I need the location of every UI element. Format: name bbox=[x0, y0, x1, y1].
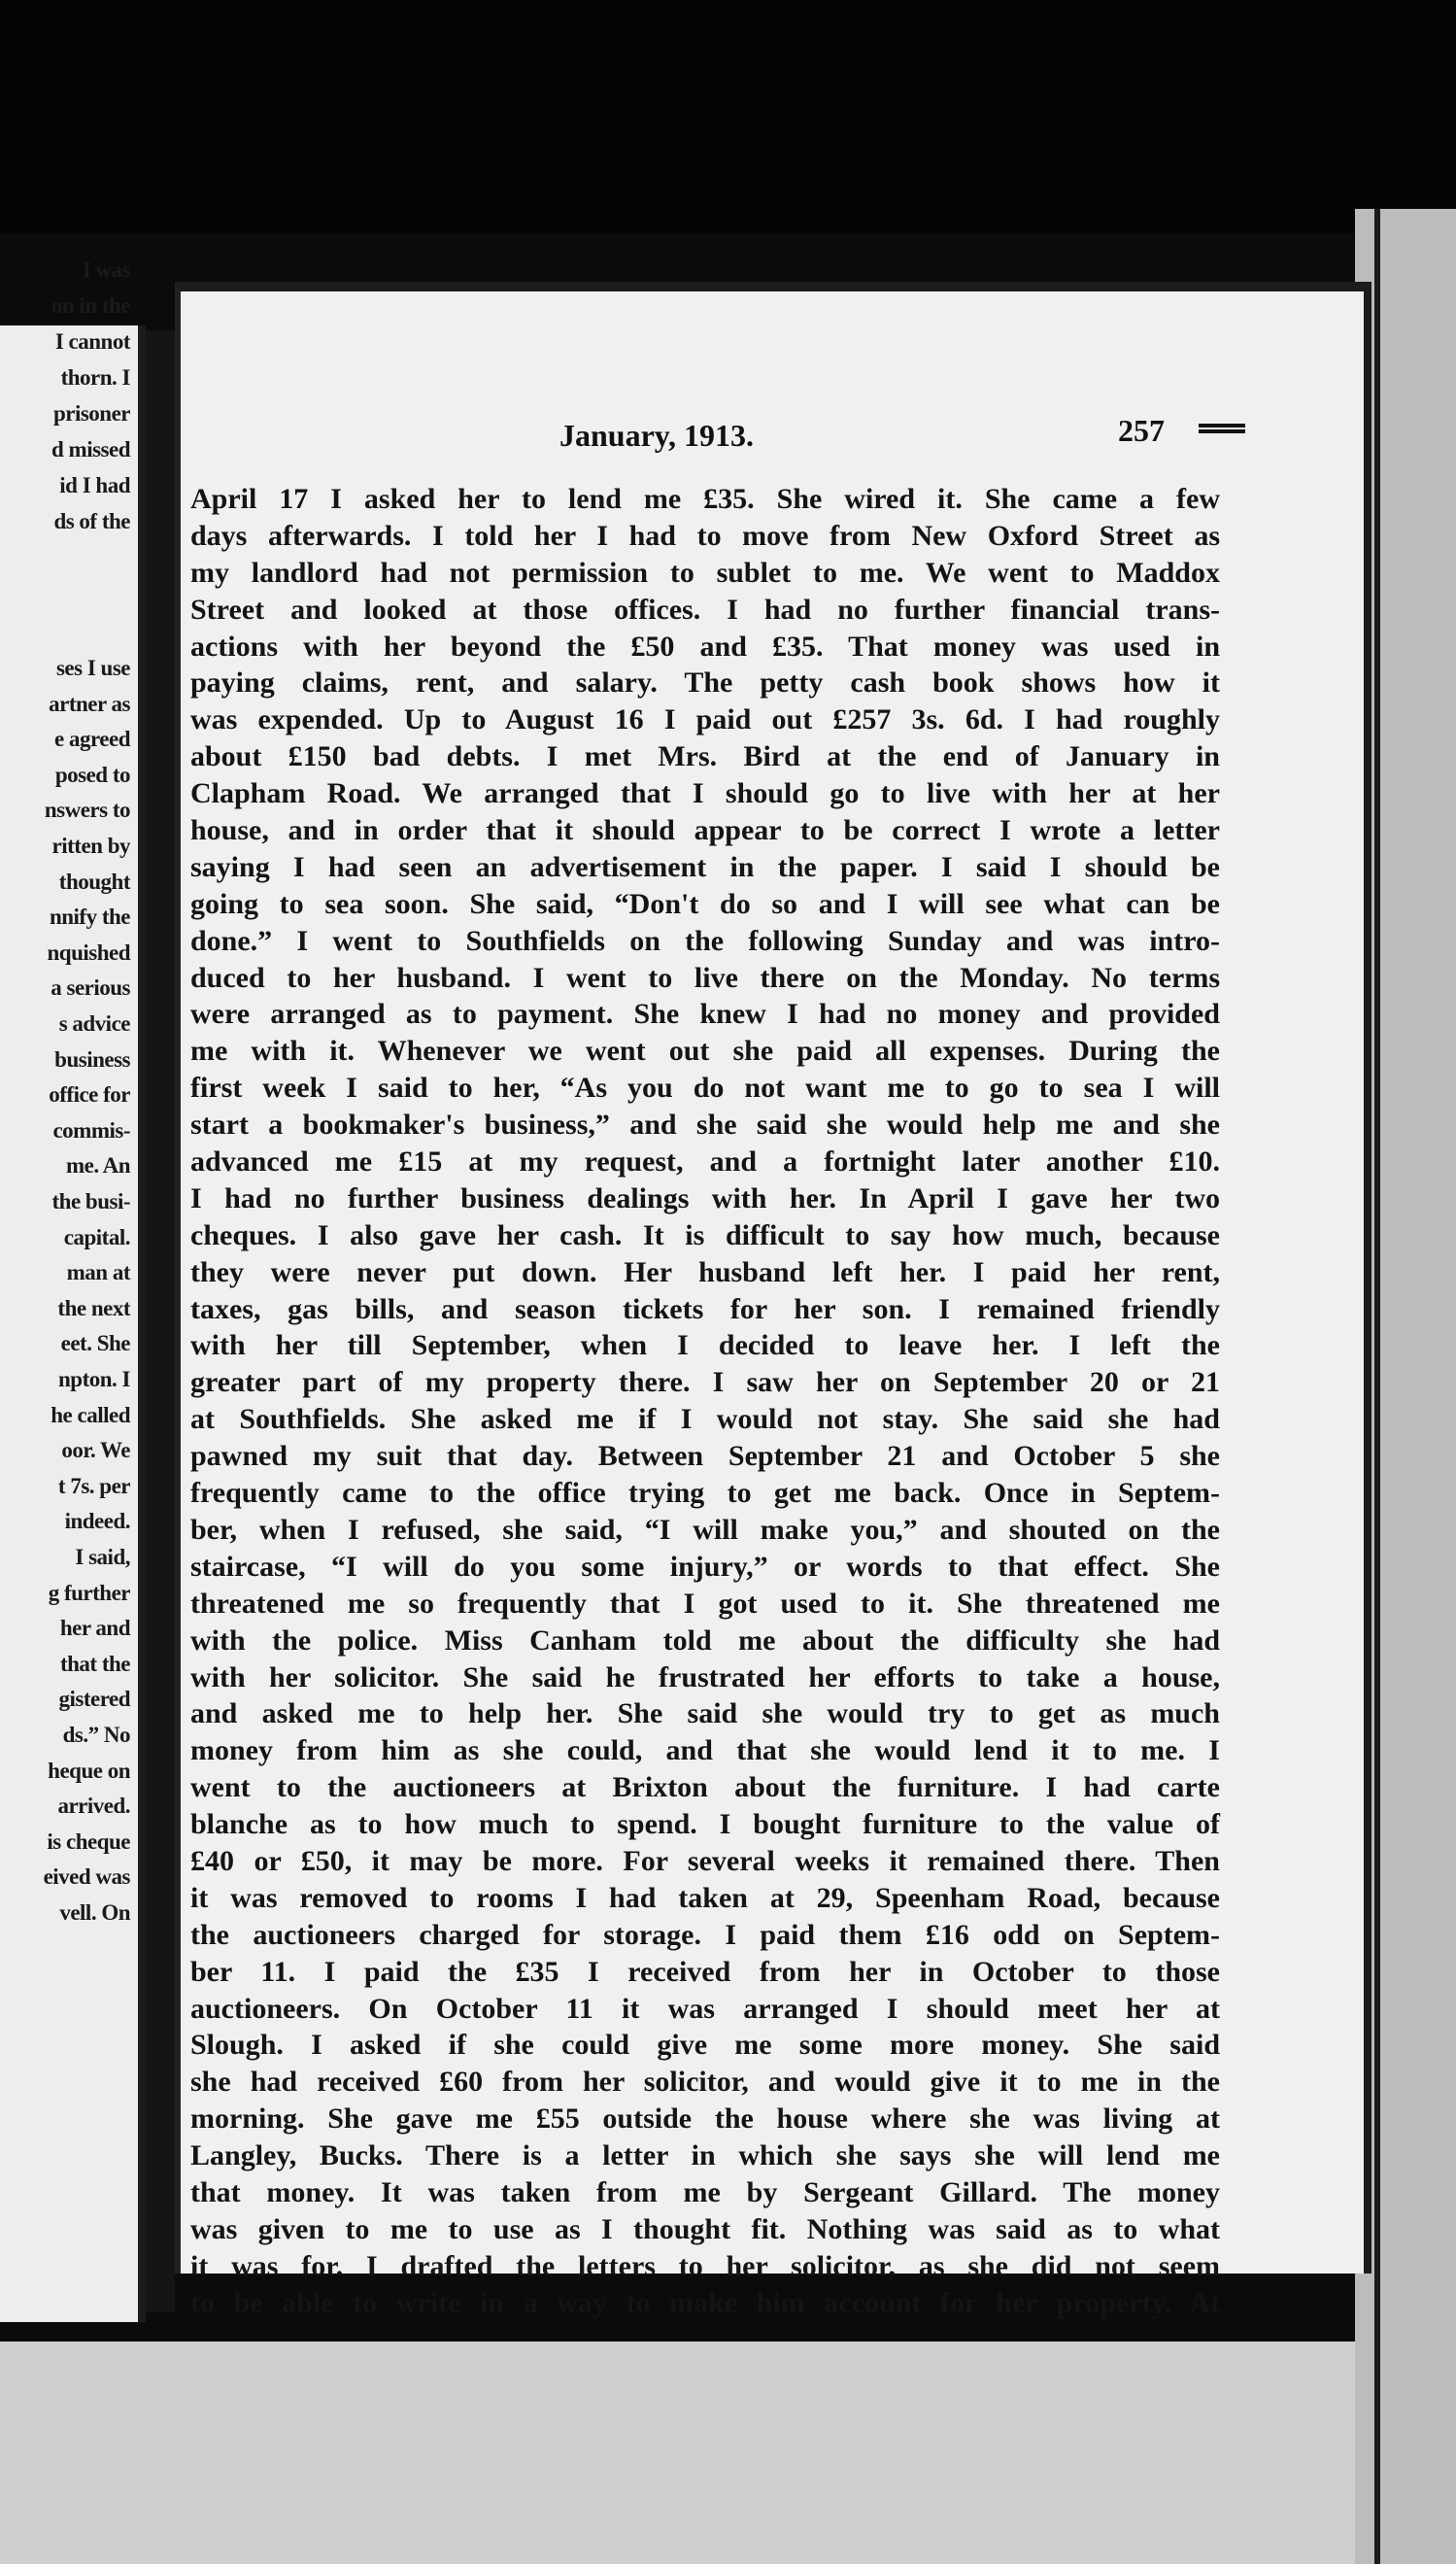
left-page-text-fragment: npton. I bbox=[58, 1367, 130, 1391]
text-line: Langley, Bucks. There is a letter in which she says she will lend me bbox=[190, 2139, 1220, 2172]
left-page-text-fragment: ses I use bbox=[55, 656, 130, 680]
left-page-text-fragment: t 7s. per bbox=[57, 1473, 130, 1498]
left-page-text-fragment: business bbox=[54, 1046, 130, 1072]
text-line: first week I said to her, “As you do not want me to go to sea I will bbox=[190, 1072, 1220, 1105]
text-line: ber, when I refused, she said, “I will make you,” and shouted on the bbox=[190, 1513, 1220, 1546]
left-page-text-fragment: eet. She bbox=[60, 1331, 130, 1356]
left-page-text-fragment: oor. We bbox=[61, 1438, 130, 1463]
left-page-text-fragment: artner as bbox=[49, 691, 130, 716]
left-page-text-fragment: ritten by bbox=[51, 834, 130, 858]
text-line: start a bookmaker's business,” and she said she would help me and she bbox=[190, 1109, 1220, 1142]
left-page-text-fragment: commis- bbox=[52, 1117, 130, 1143]
right-edge-shadow bbox=[1374, 209, 1380, 2564]
text-line: blanche as to how much to spend. I bought furniture to the value of bbox=[190, 1808, 1220, 1841]
left-page-text-fragment: office for bbox=[49, 1082, 130, 1108]
text-line: staircase, “I will do you some injury,” or words to that effect. She bbox=[190, 1550, 1220, 1583]
left-page-text-fragment: posed to bbox=[54, 762, 130, 787]
main-page bbox=[175, 282, 1371, 2319]
text-line: advanced me £15 at my request, and a fortnight later another £10. bbox=[190, 1145, 1220, 1179]
left-page-text-fragment: a serious bbox=[51, 975, 130, 1001]
text-line: went to the auctioneers at Brixton about the furniture. I had carte bbox=[190, 1771, 1220, 1804]
background-surface bbox=[0, 2342, 1456, 2564]
text-line: it was for. I drafted the letters to her solicitor, as she did not seem bbox=[190, 2249, 1220, 2282]
text-line: with the police. Miss Canham told me about the difficulty she had bbox=[190, 1624, 1220, 1657]
left-page-text-fragment: I was bbox=[82, 257, 130, 282]
text-line: money from him as she could, and that she would lend it to me. I bbox=[190, 1734, 1220, 1767]
left-page-text-fragment: her and bbox=[59, 1616, 130, 1641]
text-line: was expended. Up to August 16 I paid out £257 3s. 6d. I had roughly bbox=[190, 703, 1220, 736]
text-line: days afterwards. I told her I had to move from New Oxford Street as bbox=[190, 519, 1220, 552]
text-line: Slough. I asked if she could give me some more money. She said bbox=[190, 2029, 1220, 2062]
left-page-text-fragment: the next bbox=[57, 1295, 130, 1320]
running-title: January, 1913. bbox=[559, 418, 755, 453]
text-line: at Southfields. She asked me if I would not stay. She said she had bbox=[190, 1403, 1220, 1436]
left-page-text-fragment: d missed bbox=[51, 437, 130, 462]
text-line: were arranged as to payment. She knew I had no money and provided bbox=[190, 998, 1220, 1031]
text-line: duced to her husband. I went to live there on the Monday. No terms bbox=[190, 961, 1220, 994]
text-line: was given to me to use as I thought fit. Nothing was said as to what bbox=[190, 2212, 1220, 2245]
left-page-text-fragment: prisoner bbox=[52, 401, 130, 426]
text-line: pawned my suit that day. Between September 21 and October 5 she bbox=[190, 1440, 1220, 1473]
left-page-text-fragment: capital. bbox=[63, 1224, 130, 1249]
page-number: 257 bbox=[1118, 413, 1165, 448]
left-page-text-fragment: I cannot bbox=[54, 329, 130, 354]
text-line: about £150 bad debts. I met Mrs. Bird at the end of January in bbox=[190, 740, 1220, 773]
text-line: with her solicitor. She said he frustrated her efforts to take a house, bbox=[190, 1660, 1220, 1693]
text-line: me with it. Whenever we went out she paid all expenses. During the bbox=[190, 1035, 1220, 1068]
left-page-text-fragment: heque on bbox=[48, 1758, 130, 1783]
left-page-text-fragment: vell. On bbox=[59, 1900, 130, 1925]
text-line: it was removed to rooms I had taken at 29, Speenham Road, because bbox=[190, 1881, 1220, 1914]
left-page-text-fragment: nswers to bbox=[44, 798, 130, 823]
left-page-text-fragment: the busi- bbox=[51, 1189, 130, 1214]
text-line: saying I had seen an advertisement in the paper. I said I should be bbox=[190, 850, 1220, 883]
text-line: and asked me to help her. She said she would try to get as much bbox=[190, 1697, 1220, 1730]
text-line: taxes, gas bills, and season tickets for her son. I remained friendly bbox=[190, 1292, 1220, 1325]
text-line: that money. It was taken from me by Sergeant Gillard. The money bbox=[190, 2175, 1220, 2208]
left-page-text-fragment: g further bbox=[48, 1580, 130, 1605]
left-page-text-fragment: thought bbox=[58, 869, 130, 894]
header-rule-mark bbox=[1199, 424, 1245, 433]
left-page-text-fragment: on in the bbox=[51, 293, 130, 318]
left-page-text-fragment: I said, bbox=[75, 1545, 130, 1569]
text-line: with her till September, when I decided to leave her. I left the bbox=[190, 1329, 1220, 1362]
left-page-text-fragment: s advice bbox=[58, 1011, 130, 1036]
text-line: actions with her beyond the £50 and £35. That money was used in bbox=[190, 630, 1220, 663]
left-page bbox=[0, 257, 146, 2322]
left-page-text-fragment: nquished bbox=[47, 940, 130, 965]
left-page-text-fragment: ds of the bbox=[53, 509, 130, 533]
text-line: paying claims, rent, and salary. The petty cash book shows how it bbox=[190, 667, 1220, 700]
text-line: I had no further business dealings with her. In April I gave her two bbox=[190, 1181, 1220, 1214]
page-body-text bbox=[190, 481, 1220, 2322]
text-line: house, and in order that it should appear to be correct I wrote a letter bbox=[190, 814, 1220, 847]
text-line: my landlord had not permission to sublet to me. We went to Maddox bbox=[190, 556, 1220, 589]
text-line: they were never put down. Her husband left her. I paid her rent, bbox=[190, 1255, 1220, 1288]
page-header bbox=[181, 413, 1377, 457]
text-line: she had received £60 from her solicitor, and would give it to me in the bbox=[190, 2066, 1220, 2099]
text-line: morning. She gave me £55 outside the house where she was living at bbox=[190, 2102, 1220, 2136]
text-line: threatened me so frequently that I got used to it. She threatened me bbox=[190, 1587, 1220, 1620]
text-line: cheques. I also gave her cash. It is difficult to say how much, because bbox=[190, 1218, 1220, 1251]
left-page-text-fragment: id I had bbox=[59, 473, 130, 497]
left-page-text-fragment: is cheque bbox=[47, 1829, 130, 1854]
text-line: April 17 I asked her to lend me £35. She wired it. She came a few bbox=[190, 483, 1220, 515]
left-page-text-fragment: that the bbox=[59, 1651, 130, 1676]
text-line: auctioneers. On October 11 it was arranged I should meet her at bbox=[190, 1992, 1220, 2025]
text-line: greater part of my property there. I saw her on September 20 or 21 bbox=[190, 1366, 1220, 1399]
text-line: Street and looked at those offices. I had no further financial trans- bbox=[190, 593, 1220, 626]
text-line: going to sea soon. She said, “Don't do so and I will see what can be bbox=[190, 887, 1220, 920]
text-line: done.” I went to Southfields on the following Sunday and was intro- bbox=[190, 924, 1220, 957]
left-page-text-fragment: eived was bbox=[43, 1864, 130, 1890]
dark-background-top bbox=[0, 0, 1456, 233]
left-page-text-fragment: nnify the bbox=[49, 905, 130, 930]
left-page-text-fragment: e agreed bbox=[54, 727, 130, 752]
text-line: £40 or £50, it may be more. For several weeks it remained there. Then bbox=[190, 1844, 1220, 1877]
left-page-text-fragment: man at bbox=[66, 1260, 130, 1285]
left-page-text-fragment: arrived. bbox=[57, 1794, 130, 1819]
text-line: frequently came to the office trying to get me back. Once in Septem- bbox=[190, 1477, 1220, 1510]
text-line: to be able to write in a way to make him account for her property. At bbox=[190, 2286, 1220, 2319]
left-page-text-fragment: he called bbox=[51, 1402, 130, 1427]
book-gutter bbox=[146, 330, 175, 2312]
left-page-text-fragment: gistered bbox=[58, 1687, 130, 1712]
left-page-text-fragment: indeed. bbox=[64, 1509, 130, 1534]
text-line: Clapham Road. We arranged that I should go to live with her at her bbox=[190, 777, 1220, 810]
left-page-text-fragment: thorn. I bbox=[60, 365, 130, 390]
left-page-text-fragment: ds.” No bbox=[62, 1723, 130, 1747]
text-line: ber 11. I paid the £35 I received from her in October to those bbox=[190, 1955, 1220, 1988]
text-line: the auctioneers charged for storage. I paid them £16 odd on Septem- bbox=[190, 1918, 1220, 1951]
left-page-text-fragment: me. An bbox=[66, 1153, 130, 1179]
